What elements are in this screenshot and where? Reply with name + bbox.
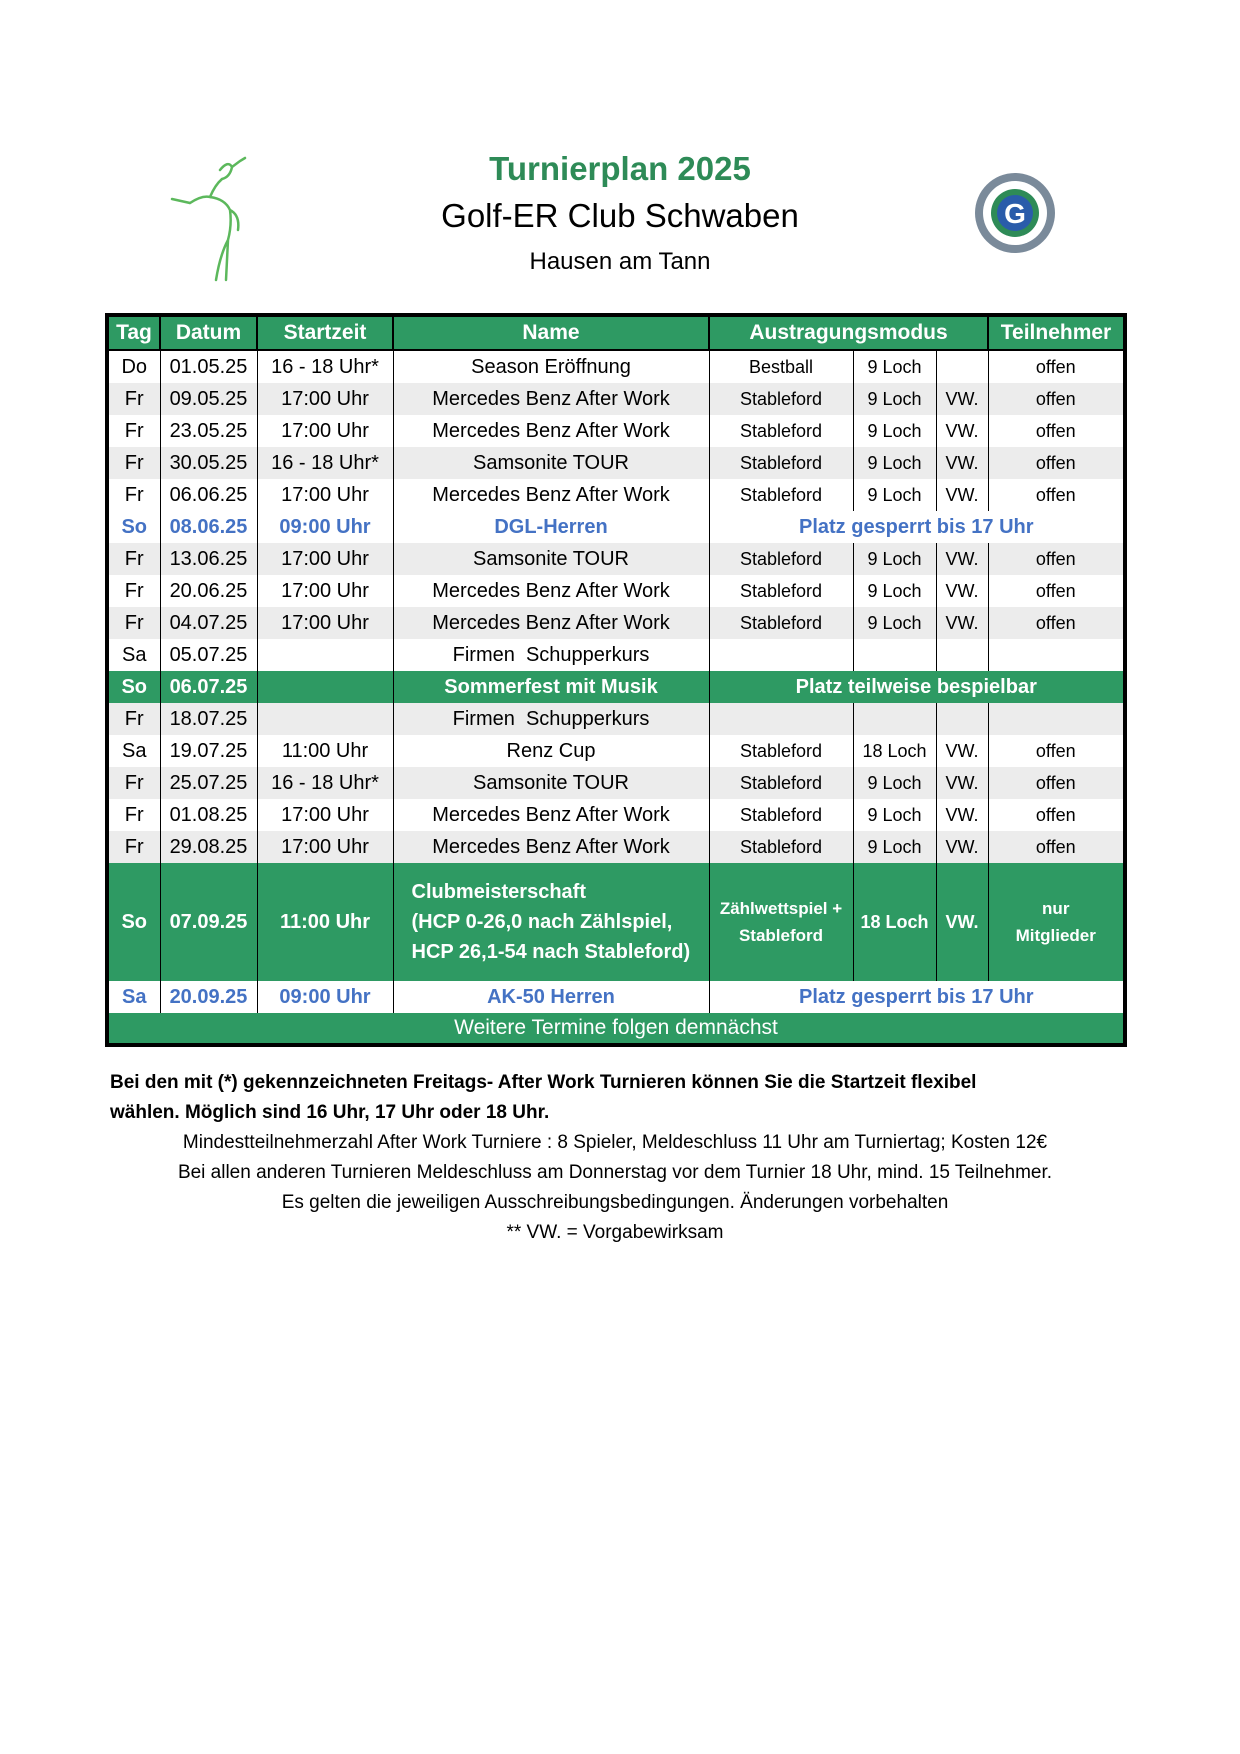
- tournament-table: [105, 313, 1127, 1047]
- cell-name: Mercedes Benz After Work: [393, 575, 709, 607]
- club-location: Hausen am Tann: [529, 248, 711, 275]
- cell-datum: 13.06.25: [160, 543, 257, 575]
- cell-vw: VW.: [936, 415, 988, 447]
- table-row: [107, 350, 1125, 383]
- cell-zeit: 17:00 Uhr: [257, 479, 393, 511]
- table-row: [107, 981, 1125, 1013]
- cell-teilnehmer: offen: [988, 607, 1125, 639]
- cell-modus: Bestball: [709, 350, 853, 383]
- cell-modus: Stableford: [709, 831, 853, 863]
- cell-teilnehmer: offen: [988, 735, 1125, 767]
- cell-datum: 18.07.25: [160, 703, 257, 735]
- table-row: [107, 383, 1125, 415]
- cell-zeit: 17:00 Uhr: [257, 543, 393, 575]
- club-modus-line-1: Zählwettspiel +: [719, 899, 843, 918]
- cell-vw: VW.: [936, 831, 988, 863]
- cell-teilnehmer: offen: [988, 799, 1125, 831]
- col-header-name: Name: [393, 315, 709, 350]
- cell-datum: 20.06.25: [160, 575, 257, 607]
- cell-teilnehmer: offen: [988, 350, 1125, 383]
- cell-loch: 9 Loch: [853, 447, 936, 479]
- note-line-4: ** VW. = Vorgabewirksam: [506, 1222, 724, 1243]
- cell-tag: Sa: [107, 639, 160, 671]
- cell-tag: So: [107, 671, 160, 703]
- cell-loch: 18 Loch: [853, 735, 936, 767]
- cell-loch: 9 Loch: [853, 350, 936, 383]
- cell-modus: [709, 863, 853, 981]
- cell-datum: 19.07.25: [160, 735, 257, 767]
- table-row: [107, 831, 1125, 863]
- cell-datum: 09.05.25: [160, 383, 257, 415]
- cell-modus: Stableford: [709, 799, 853, 831]
- cell-loch: 9 Loch: [853, 479, 936, 511]
- dgv-logo: [965, 168, 1065, 258]
- dgv-letter: G: [1004, 198, 1026, 229]
- cell-teilnehmer: offen: [988, 415, 1125, 447]
- col-header-datum: Datum: [160, 315, 257, 350]
- cell-teilnehmer: offen: [988, 447, 1125, 479]
- cell-vw: VW.: [936, 863, 988, 981]
- cell-name: Mercedes Benz After Work: [393, 799, 709, 831]
- cell-zeit: [257, 639, 393, 671]
- cell-name: Sommerfest mit Musik: [393, 671, 709, 703]
- cell-tag: So: [107, 863, 160, 981]
- cell-teilnehmer: [988, 863, 1125, 981]
- club-name: Golf-ER Club Schwaben: [441, 197, 799, 234]
- cell-tag: Sa: [107, 981, 160, 1013]
- cell-datum: 06.07.25: [160, 671, 257, 703]
- table-row: [107, 415, 1125, 447]
- col-header-tag: Tag: [107, 315, 160, 350]
- note-line-2: Bei allen anderen Turnieren Meldeschluss am Donnerstag vor dem Turnier 18 Uhr, mind. 15 Teilnehmer.: [177, 1162, 1053, 1183]
- cell-tag: Fr: [107, 479, 160, 511]
- cell-name: [393, 863, 709, 981]
- cell-note: Platz gesperrt bis 17 Uhr: [709, 981, 1125, 1013]
- table-row: [107, 479, 1125, 511]
- cell-zeit: 17:00 Uhr: [257, 607, 393, 639]
- table-row: [107, 575, 1125, 607]
- cell-loch: 9 Loch: [853, 607, 936, 639]
- table-footer-text: Weitere Termine folgen demnächst: [107, 1013, 1125, 1045]
- cell-modus: Stableford: [709, 543, 853, 575]
- col-header-modus: Austragungsmodus: [709, 315, 988, 350]
- cell-zeit: 17:00 Uhr: [257, 831, 393, 863]
- cell-datum: 05.07.25: [160, 639, 257, 671]
- cell-loch: 9 Loch: [853, 383, 936, 415]
- table-footer-row: [107, 1013, 1125, 1045]
- cell-modus: Stableford: [709, 415, 853, 447]
- club-name-line-2: (HCP 0-26,0 nach Zählspiel,: [411, 911, 673, 933]
- cell-datum: 07.09.25: [160, 863, 257, 981]
- table-header-row: [107, 315, 1125, 350]
- cell-tag: Fr: [107, 575, 160, 607]
- cell-zeit: 17:00 Uhr: [257, 575, 393, 607]
- table-row: [107, 639, 1125, 671]
- cell-name: Mercedes Benz After Work: [393, 607, 709, 639]
- cell-datum: 23.05.25: [160, 415, 257, 447]
- col-header-teilnehmer: Teilnehmer: [988, 315, 1125, 350]
- cell-vw: [936, 703, 988, 735]
- cell-name: Samsonite TOUR: [393, 767, 709, 799]
- note-line-1: Mindestteilnehmerzahl After Work Turniere : 8 Spieler, Meldeschluss 11 Uhr am Turniertag; Kosten 12€: [182, 1132, 1048, 1153]
- cell-tag: Fr: [107, 447, 160, 479]
- cell-name: Samsonite TOUR: [393, 447, 709, 479]
- page-title: Turnierplan 2025: [489, 150, 751, 187]
- table-row: [107, 735, 1125, 767]
- cell-name: Mercedes Benz After Work: [393, 415, 709, 447]
- table-row: [107, 511, 1125, 543]
- cell-tag: So: [107, 511, 160, 543]
- note-bold-line-2: wählen. Möglich sind 16 Uhr, 17 Uhr oder 18 Uhr.: [110, 1102, 550, 1123]
- cell-tag: Do: [107, 350, 160, 383]
- cell-vw: VW.: [936, 607, 988, 639]
- cell-vw: VW.: [936, 479, 988, 511]
- cell-zeit: 09:00 Uhr: [257, 511, 393, 543]
- table-row-clubmeisterschaft: [107, 863, 1125, 981]
- table-row: [107, 607, 1125, 639]
- cell-zeit: 17:00 Uhr: [257, 415, 393, 447]
- cell-datum: 25.07.25: [160, 767, 257, 799]
- cell-datum: 01.05.25: [160, 350, 257, 383]
- cell-loch: 18 Loch: [853, 863, 936, 981]
- cell-modus: Stableford: [709, 575, 853, 607]
- cell-name: Mercedes Benz After Work: [393, 383, 709, 415]
- cell-modus: Stableford: [709, 479, 853, 511]
- cell-tag: Fr: [107, 383, 160, 415]
- cell-teilnehmer: offen: [988, 575, 1125, 607]
- cell-vw: [936, 639, 988, 671]
- cell-vw: VW.: [936, 543, 988, 575]
- cell-teilnehmer: [988, 703, 1125, 735]
- cell-teilnehmer: offen: [988, 831, 1125, 863]
- cell-note: Platz gesperrt bis 17 Uhr: [709, 511, 1125, 543]
- club-teil-line-2: Mitglieder: [1015, 926, 1096, 945]
- table-row: [107, 543, 1125, 575]
- cell-teilnehmer: offen: [988, 767, 1125, 799]
- cell-tag: Fr: [107, 415, 160, 447]
- cell-name: Mercedes Benz After Work: [393, 831, 709, 863]
- table-row: [107, 447, 1125, 479]
- cell-datum: 08.06.25: [160, 511, 257, 543]
- cell-teilnehmer: offen: [988, 383, 1125, 415]
- note-bold-line-1: Bei den mit (*) gekennzeichneten Freitags- After Work Turnieren können Sie die Startzeit flexibel: [110, 1072, 977, 1093]
- cell-zeit: 16 - 18 Uhr*: [257, 350, 393, 383]
- cell-tag: Sa: [107, 735, 160, 767]
- cell-loch: 9 Loch: [853, 543, 936, 575]
- cell-loch: [853, 639, 936, 671]
- cell-zeit: 11:00 Uhr: [257, 735, 393, 767]
- cell-loch: [853, 703, 936, 735]
- cell-zeit: 17:00 Uhr: [257, 383, 393, 415]
- table-row: [107, 767, 1125, 799]
- cell-vw: VW.: [936, 447, 988, 479]
- club-teil-line-1: nur: [1042, 899, 1070, 918]
- cell-loch: 9 Loch: [853, 831, 936, 863]
- cell-zeit: 11:00 Uhr: [257, 863, 393, 981]
- cell-zeit: 09:00 Uhr: [257, 981, 393, 1013]
- cell-tag: Fr: [107, 767, 160, 799]
- club-name-line-3: HCP 26,1-54 nach Stableford): [411, 941, 691, 963]
- cell-modus: [709, 639, 853, 671]
- cell-tag: Fr: [107, 543, 160, 575]
- cell-datum: 06.06.25: [160, 479, 257, 511]
- cell-modus: Stableford: [709, 767, 853, 799]
- table-row: [107, 671, 1125, 703]
- cell-name: Firmen Schupperkurs: [393, 639, 709, 671]
- table-row: [107, 799, 1125, 831]
- col-header-startzeit: Startzeit: [257, 315, 393, 350]
- cell-vw: VW.: [936, 575, 988, 607]
- cell-note: Platz teilweise bespielbar: [709, 671, 1125, 703]
- cell-modus: [709, 703, 853, 735]
- cell-zeit: [257, 671, 393, 703]
- cell-vw: [936, 350, 988, 383]
- cell-name: DGL-Herren: [393, 511, 709, 543]
- cell-tag: Fr: [107, 831, 160, 863]
- notes-section: [110, 1068, 1120, 1248]
- cell-loch: 9 Loch: [853, 767, 936, 799]
- cell-datum: 29.08.25: [160, 831, 257, 863]
- cell-modus: Stableford: [709, 447, 853, 479]
- cell-zeit: 17:00 Uhr: [257, 799, 393, 831]
- cell-name: Season Eröffnung: [393, 350, 709, 383]
- cell-modus: Stableford: [709, 383, 853, 415]
- cell-tag: Fr: [107, 607, 160, 639]
- cell-zeit: 16 - 18 Uhr*: [257, 447, 393, 479]
- table-row: [107, 703, 1125, 735]
- cell-vw: VW.: [936, 383, 988, 415]
- cell-datum: 04.07.25: [160, 607, 257, 639]
- cell-zeit: 16 - 18 Uhr*: [257, 767, 393, 799]
- cell-datum: 20.09.25: [160, 981, 257, 1013]
- cell-loch: 9 Loch: [853, 415, 936, 447]
- cell-loch: 9 Loch: [853, 575, 936, 607]
- cell-modus: Stableford: [709, 607, 853, 639]
- cell-name: Mercedes Benz After Work: [393, 479, 709, 511]
- club-modus-line-2: Stableford: [738, 926, 824, 945]
- cell-modus: Stableford: [709, 735, 853, 767]
- cell-teilnehmer: offen: [988, 479, 1125, 511]
- cell-datum: 30.05.25: [160, 447, 257, 479]
- cell-tag: Fr: [107, 799, 160, 831]
- cell-zeit: [257, 703, 393, 735]
- cell-name: Firmen Schupperkurs: [393, 703, 709, 735]
- cell-name: Samsonite TOUR: [393, 543, 709, 575]
- cell-name: Renz Cup: [393, 735, 709, 767]
- cell-teilnehmer: offen: [988, 543, 1125, 575]
- cell-datum: 01.08.25: [160, 799, 257, 831]
- cell-vw: VW.: [936, 735, 988, 767]
- cell-name: AK-50 Herren: [393, 981, 709, 1013]
- club-name-line-1: Clubmeisterschaft: [411, 881, 586, 903]
- note-line-3: Es gelten die jeweiligen Ausschreibungsbedingungen. Änderungen vorbehalten: [281, 1192, 949, 1213]
- cell-vw: VW.: [936, 767, 988, 799]
- cell-tag: Fr: [107, 703, 160, 735]
- cell-loch: 9 Loch: [853, 799, 936, 831]
- cell-vw: VW.: [936, 799, 988, 831]
- cell-teilnehmer: [988, 639, 1125, 671]
